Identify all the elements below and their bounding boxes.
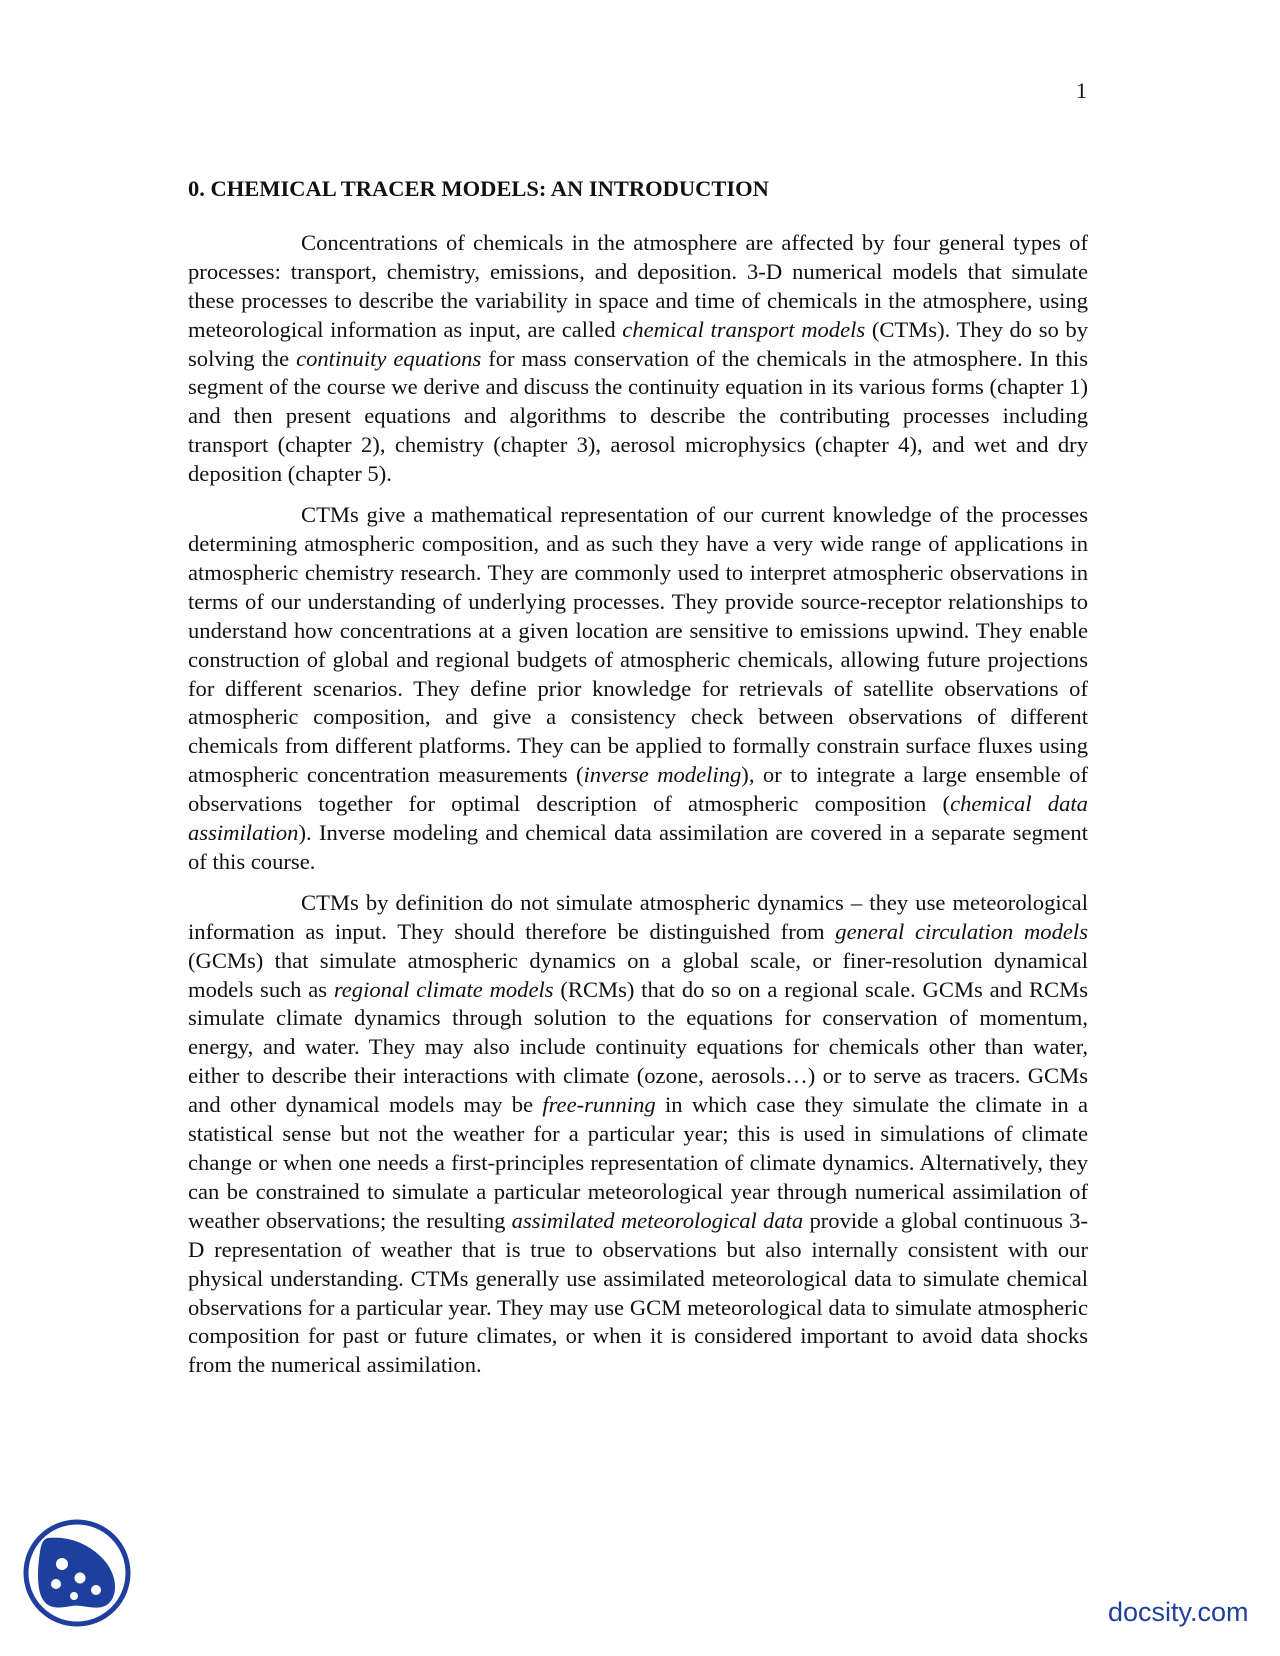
term-inverse-modeling: inverse modeling — [583, 762, 742, 788]
term-continuity-equations: continuity equations — [296, 345, 482, 371]
docsity-link[interactable]: docsity.com — [1108, 1597, 1249, 1627]
paragraph-2: CTMs give a mathematical representation of our current knowledge of the processes determining atmospheric composition, and as such they have a very wide range of applications in atmospheric chemistry research. They are commonly used to interpret atmospheric observations in terms of our understanding of underlying processes. They provide source-receptor relationships to understand how concentrations at a given location are sensitive to emissions upwind. They enable construction of global and regional budgets of atmospheric chemicals, allowing future projections for different scenarios. They define prior knowledge for retrievals of satellite observations of atmospheric composition, and give a consistency check between observations of different chemicals from different platforms. They can be applied to formally constrain surface fluxes using atmospheric concentration measurements (inverse modeling), or to integrate a large ensemble of observations together for optimal description of atmospheric composition (chemical data assimilation). Inverse modeling and chemical data assimilation are covered in a separate segment of this course. — [188, 502, 1088, 874]
paragraph-3: CTMs by definition do not simulate atmospheric dynamics – they use meteorological information as input. They should therefore be distinguished from general circulation models (GCMs) that simulate atmospheric dynamics on a global scale, or finer-resolution dynamical models such as regional climate models (RCMs) that do so on a regional scale. GCMs and RCMs simulate climate dynamics through solution to the equations for conservation of momentum, energy, and water. They may also include continuity equations for chemicals other than water, either to describe their interactions with climate (ozone, aerosols…) or to serve as tracers. GCMs and other dynamical models may be free-running in which case they simulate the climate in a statistical sense but not the weather for a particular year; this is used in simulations of climate change or when one needs a first-principles representation of climate dynamics. Alternatively, they can be constrained to simulate a particular meteorological year through numerical assimilation of weather observations; the resulting assimilated meteorological data provide a global continuous 3-D representation of weather that is true to observations but also internally consistent with our physical understanding. CTMs generally use assimilated meteorological data to simulate chemical observations for a particular year. They may use GCM meteorological data to simulate atmospheric composition for past or future climates, or when it is considered important to avoid data shocks from the numerical assimilation. — [188, 889, 1088, 1378]
term-chemical-data-assimilation: chemical data assimilation — [188, 791, 1088, 846]
term-chemical-transport-models: chemical transport models — [622, 316, 866, 342]
paragraph-1: Concentrations of chemicals in the atmosphere are affected by four general types of processes: transport, chemistry, emissions, and deposition. 3-D numerical models that simulate these processes to describe the variability in space and time of chemicals in the atmosphere, using meteorological information as input, are called chemical transport models (CTMs). They do so by solving the continuity equations for mass conservation of the chemicals in the atmosphere. In this segment of the course we derive and discuss the continuity equation in its various forms (chapter 1) and then present equations and algorithms to describe the contributing processes including transport (chapter 2), chemistry (chapter 3), aerosol microphysics (chapter 4), and wet and dry deposition (chapter 5). — [188, 229, 1089, 487]
document-body — [188, 175, 1088, 1392]
term-assimilated-meteorological-data: assimilated meteorological data — [511, 1207, 804, 1233]
term-free-running: free-running — [542, 1092, 656, 1118]
docsity-logo-icon[interactable] — [22, 1518, 132, 1628]
term-general-circulation-models: general circulation models — [835, 918, 1088, 944]
page-number: 1 — [1076, 78, 1087, 103]
term-regional-climate-models: regional climate models — [333, 976, 554, 1002]
section-heading: 0. CHEMICAL TRACER MODELS: AN INTRODUCTION — [188, 176, 769, 201]
